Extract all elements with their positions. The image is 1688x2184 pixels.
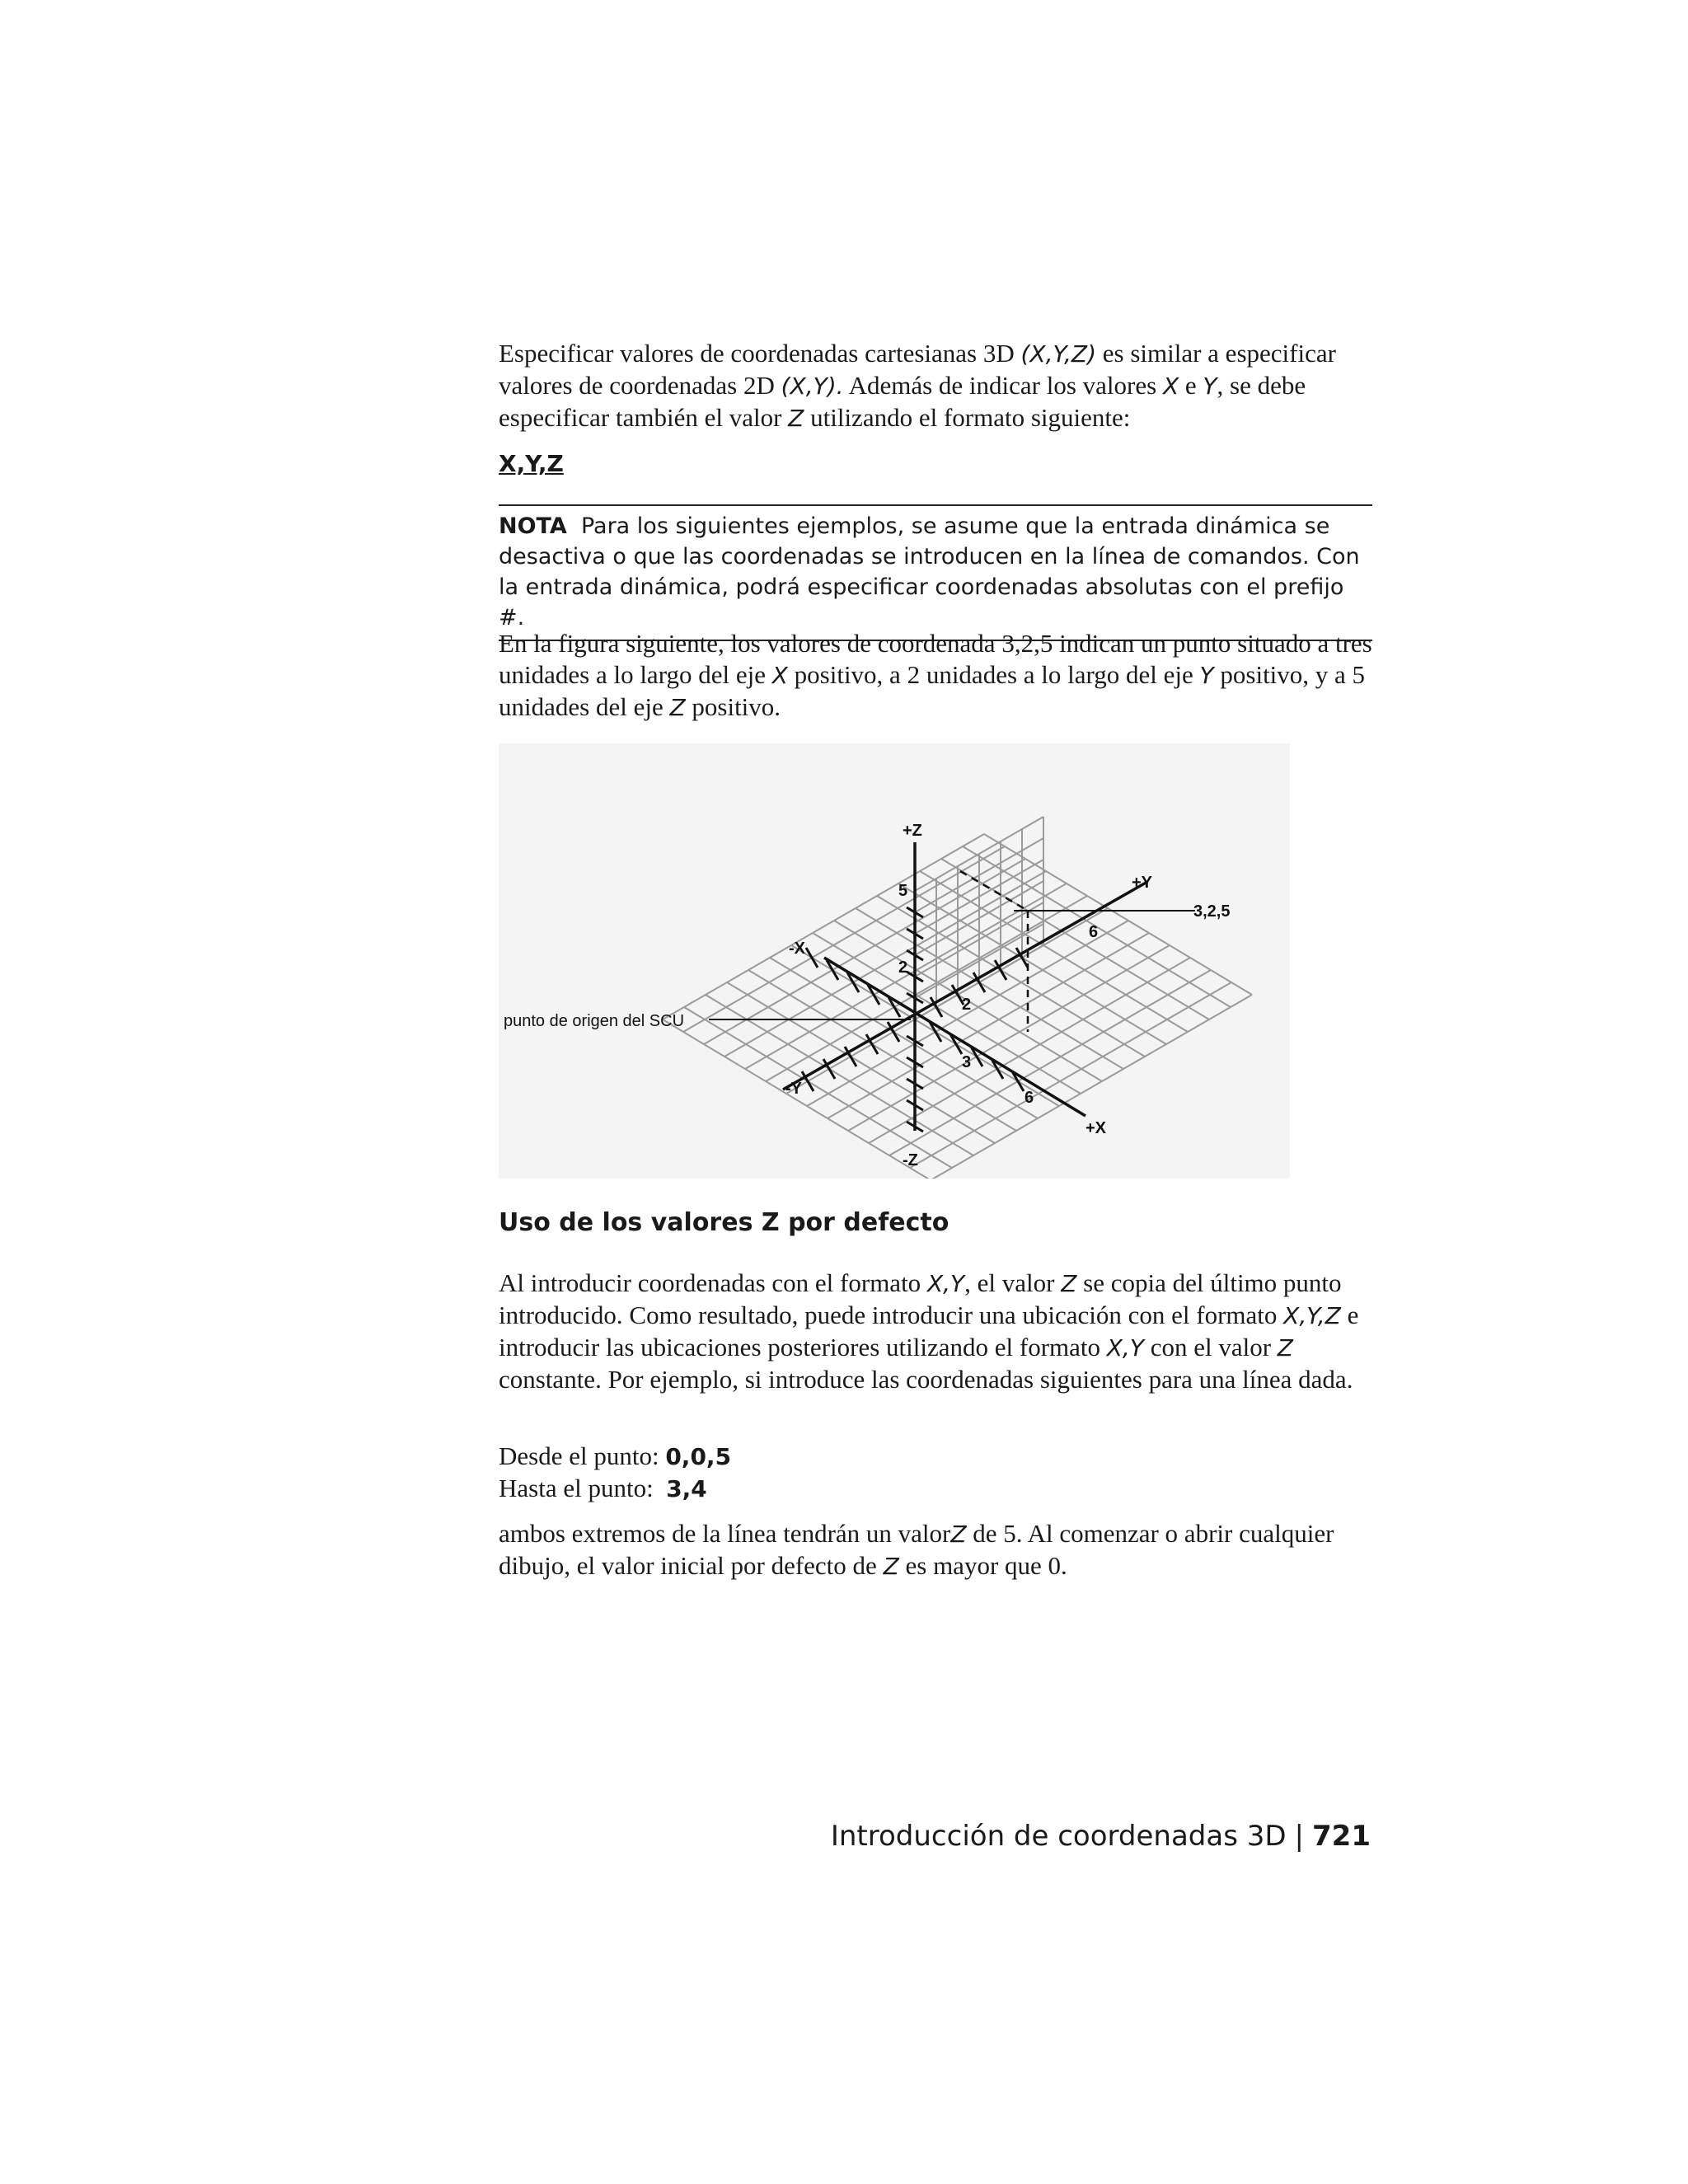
- text-run: Al introducir coordenadas con el formato: [499, 1268, 927, 1297]
- text-run: Especificar valores de coordenadas cartesianas 3D: [499, 339, 1021, 368]
- text-run: positivo.: [685, 692, 781, 721]
- example-from-line: [499, 1441, 1372, 1473]
- text-run: En la figura siguiente, los valores de coordenada 3,2,5 indican un punto situado a tres unidades a lo largo del eje: [499, 629, 1372, 689]
- example-to-line: [499, 1473, 1372, 1505]
- note-box: [499, 504, 1372, 641]
- from-value: 0,0,5: [665, 1443, 732, 1470]
- figure-intro-paragraph: [499, 628, 1372, 724]
- italic-run: X: [1162, 373, 1179, 400]
- axis-label-pos-x: +X: [1085, 1119, 1107, 1137]
- axis-label-pos-y: +Y: [1132, 874, 1153, 892]
- italic-run: Y: [1199, 662, 1214, 689]
- text-run: con el valor: [1143, 1333, 1278, 1361]
- point-label: 3,2,5: [1193, 902, 1231, 921]
- text-run: , el valor: [964, 1268, 1062, 1297]
- page-number: 721: [1312, 1820, 1371, 1853]
- note-label: NOTA: [499, 513, 567, 539]
- text-run: ambos extremos de la línea tendrán un valor: [499, 1519, 951, 1548]
- italic-run: X,Y: [926, 1270, 965, 1297]
- footer-separator: |: [1294, 1820, 1305, 1853]
- section-heading: Uso de los valores Z por defecto: [499, 1208, 950, 1237]
- text-run: e: [1179, 371, 1203, 400]
- to-value: 3,4: [666, 1475, 707, 1502]
- tick-label-y6: 6: [1089, 923, 1099, 941]
- coordinate-figure: [499, 743, 1290, 1179]
- italic-run: X: [771, 662, 788, 689]
- italic-run: Z: [950, 1521, 967, 1548]
- format-example: X,Y,Z: [499, 450, 564, 477]
- italic-run: Y: [1203, 373, 1217, 400]
- text-run: positivo, a 2 unidades a lo largo del eje: [787, 660, 1200, 689]
- italic-run: Z: [1061, 1270, 1077, 1297]
- italic-run: (X,Y).: [781, 373, 844, 400]
- tick-label-y2: 2: [962, 996, 972, 1014]
- origin-label: punto de origen del SCU: [504, 1012, 685, 1030]
- to-label: Hasta el punto:: [499, 1474, 667, 1502]
- example-block: [499, 1441, 1372, 1505]
- tick-label-z2: 2: [898, 958, 908, 977]
- from-label: Desde el punto:: [499, 1441, 666, 1470]
- italic-run: Z: [1277, 1334, 1293, 1361]
- default-z-paragraph: [499, 1268, 1372, 1395]
- italic-run: (X,Y,Z): [1020, 340, 1096, 368]
- italic-run: X,Y,Z: [1283, 1302, 1341, 1329]
- note-text: Para los siguientes ejemplos, se asume que la entrada dinámica se desactiva o que las coordenadas se introducen en la línea de comandos. Con la entrada dinámica, podrá especificar coordenadas absolutas con el prefijo #.: [499, 513, 1360, 630]
- intro-paragraph: [499, 338, 1372, 434]
- axis-label-neg-y: -Y: [785, 1080, 802, 1098]
- text-run: e introducir las ubicaciones posteriores utilizando el formato: [499, 1301, 1359, 1361]
- axis-label-neg-x: -X: [789, 940, 805, 958]
- text-run: positivo, y a 5 unidades del eje: [499, 660, 1366, 721]
- tick-label-z5: 5: [898, 882, 908, 900]
- tick-label-x3: 3: [962, 1053, 972, 1071]
- text-run: de 5. Al comenzar o abrir cualquier dibujo, el valor inicial por defecto de: [499, 1519, 1334, 1580]
- closing-paragraph: [499, 1518, 1372, 1582]
- italic-run: Z: [788, 405, 804, 432]
- tick-label-x6: 6: [1025, 1089, 1034, 1107]
- footer-section-title: Introducción de coordenadas 3D: [830, 1820, 1287, 1853]
- axis-label-neg-z: -Z: [903, 1151, 918, 1169]
- text-run: se copia del último punto introducido. Como resultado, puede introducir una ubicación con el formato: [499, 1268, 1342, 1329]
- axis-label-pos-z: +Z: [903, 822, 922, 840]
- text-run: es mayor que 0.: [898, 1551, 1067, 1580]
- italic-run: X,Y: [1106, 1334, 1144, 1361]
- coordinate-diagram: [499, 743, 1290, 1179]
- text-run: es similar a especificar valores de coordenadas 2D: [499, 339, 1336, 400]
- text-run: , se debe especificar también el valor: [499, 371, 1306, 432]
- text-run: Además de indicar los valores: [843, 371, 1163, 400]
- italic-run: Z: [883, 1553, 899, 1580]
- page-footer: [831, 1820, 1371, 1853]
- text-run: utilizando el formato siguiente:: [804, 403, 1131, 432]
- italic-run: Z: [669, 694, 686, 721]
- text-run: constante. Por ejemplo, si introduce las coordenadas siguientes para una línea dada.: [499, 1365, 1353, 1394]
